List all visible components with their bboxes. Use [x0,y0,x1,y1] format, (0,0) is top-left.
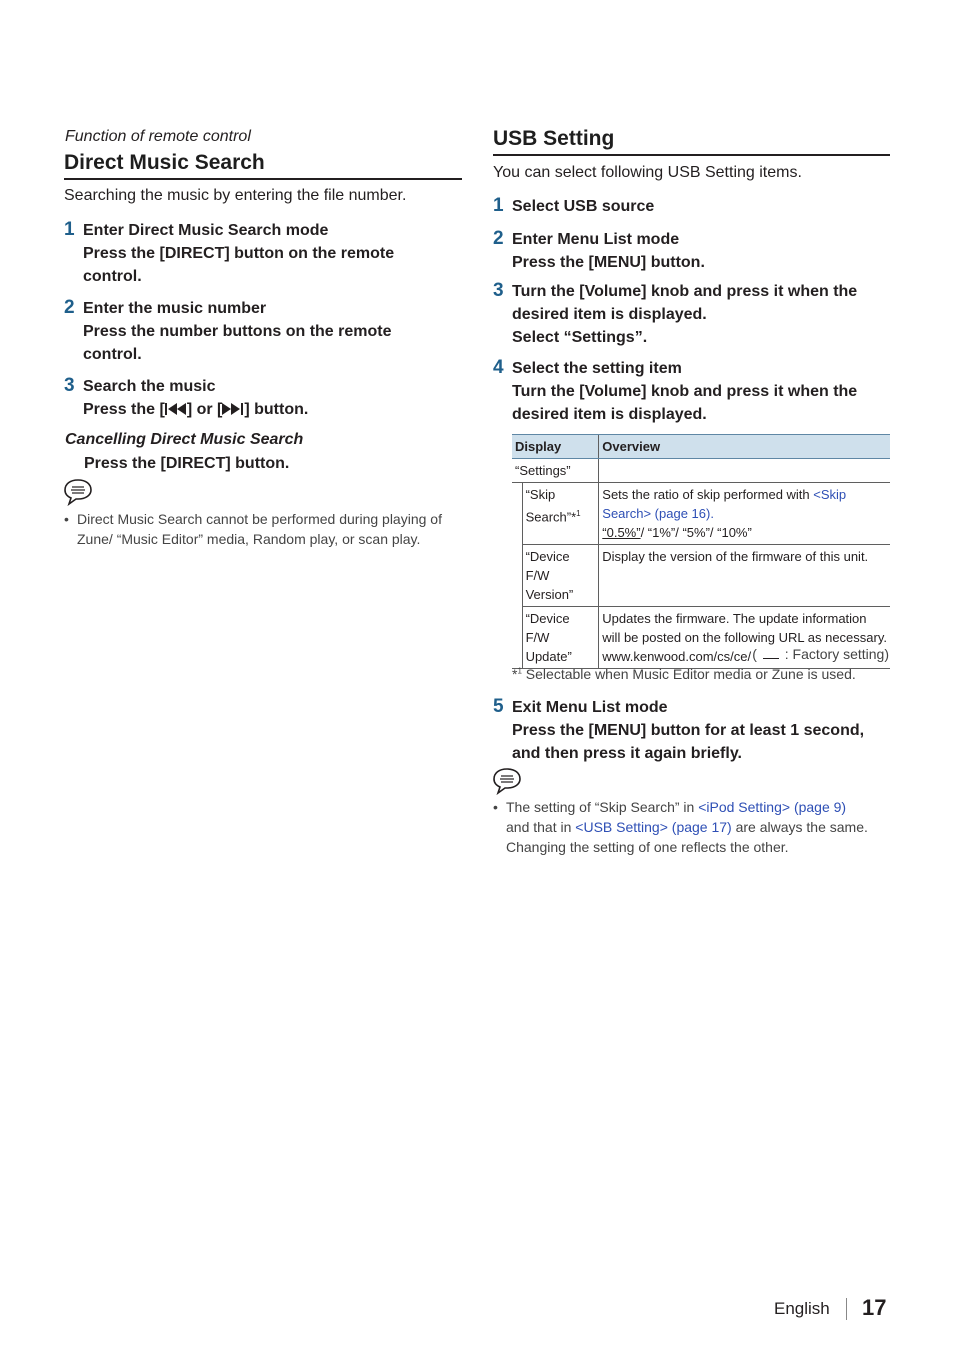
table-cell-overview: Updates the firmware. The update information will be posted on the following URL as necessary. www.kenwood.com/cs/ce/ [599,607,890,669]
cancel-text: Press the [DIRECT] button. [84,455,290,472]
step-number: 1 [493,195,504,216]
note-item: • Direct Music Search cannot be performed during playing of Zune/ “Music Editor” media, Random play, or scan play. [64,511,442,547]
step-line: desired item is displayed. [512,406,707,423]
table-cell-display: “Device F/W Version” [522,545,599,607]
step-1 [493,195,654,218]
step-content [512,280,857,349]
page-number: 17 [862,1295,887,1320]
underline-sample [763,646,779,659]
step-line: Press the [MENU] button. [512,254,705,271]
cancel-heading: Cancelling Direct Music Search [65,431,304,448]
step-number: 5 [493,696,504,717]
step-line: desired item is displayed. [512,306,707,323]
section-title-usb-setting: USB Setting [493,127,615,150]
step-heading: Select the setting item [512,360,682,377]
intro-text: You can select following USB Setting items. [493,164,802,181]
intro-text: Searching the music by entering the file number. [64,187,407,204]
step-heading: Turn the [Volume] knob and press it when the [512,283,858,300]
step-line: Press the [ ] or [ ] button. [83,398,308,422]
step-heading: Select USB source [512,198,655,215]
previous-track-icon [165,399,187,422]
step-content [512,195,654,218]
next-track-icon [222,399,244,422]
step-line: control. [83,268,142,285]
note-icon [63,478,93,506]
step-content [83,297,391,366]
step-heading: Enter Direct Music Search mode [83,222,329,239]
step-3 [493,280,857,349]
skip-search-link[interactable]: <Skip [813,487,847,502]
footer-language: English [774,1299,830,1318]
table-group-settings: “Settings” [512,459,599,483]
table-cell-overview: Display the version of the firmware of this unit. [599,545,890,607]
step-line: Turn the [Volume] knob and press it when the [512,383,858,400]
usb-settings-table [512,434,890,669]
note-icon [492,767,522,795]
title-underline [64,178,462,180]
step-line: Press the number buttons on the remote [83,323,392,340]
table-row [512,545,890,607]
step-heading: Exit Menu List mode [512,699,668,716]
step-line: and then press it again briefly. [512,745,742,762]
table-row [512,483,890,545]
step-content [83,375,308,422]
step-2 [64,297,391,366]
step-3 [64,375,308,422]
section-subtitle: Function of remote control [65,128,251,145]
title-underline [493,154,890,156]
step-4 [493,357,857,426]
step-number: 4 [493,357,504,378]
factory-default-value: “0.5%” [602,525,641,540]
step-number: 2 [493,228,504,249]
footnote: *$^1$ Selectable when Music Editor media or Zune is used. [512,666,856,682]
step-line: Select “Settings”. [512,329,648,346]
usb-setting-link[interactable]: <USB Setting> (page 17) [575,819,732,835]
step-content [512,696,864,765]
step-heading: Enter Menu List mode [512,231,680,248]
step-number: 1 [64,219,75,240]
section-title-direct-music-search: Direct Music Search [64,151,265,174]
factory-setting-legend: ( : Factory setting) [752,646,889,662]
note-item: • The setting of “Skip Search” in <iPod Setting> (page 9) and that in <USB Setting> (page 17) are always the same. Changing the setting of one reflects the other. [493,799,868,855]
table-header-display: Display [512,435,599,459]
step-line: Press the [MENU] button for at least 1 second, [512,722,865,739]
step-heading: Search the music [83,378,216,395]
step-number: 3 [493,280,504,301]
skip-search-link[interactable]: Search> (page 16). [602,506,714,521]
table-cell-display: “Skip Search”*$^1$ [522,483,599,545]
table-cell-overview: Sets the ratio of skip performed with <Skip Search> (page 16). “0.5%”/ “1%”/ “5%”/ “10%” [599,483,890,545]
footer-separator [846,1298,847,1320]
table-header-overview: Overview [599,435,890,459]
step-line: Press the [DIRECT] button on the remote [83,245,395,262]
step-1 [64,219,394,288]
step-line: control. [83,346,142,363]
ipod-setting-link[interactable]: <iPod Setting> (page 9) [698,799,847,815]
table-cell-display: “Device F/W Update” [522,607,599,669]
step-number: 2 [64,297,75,318]
step-content [83,219,394,288]
step-2 [493,228,705,274]
step-heading: Enter the music number [83,300,267,317]
step-5 [493,696,864,765]
step-content [512,357,857,426]
step-content [512,228,705,274]
step-number: 3 [64,375,75,396]
